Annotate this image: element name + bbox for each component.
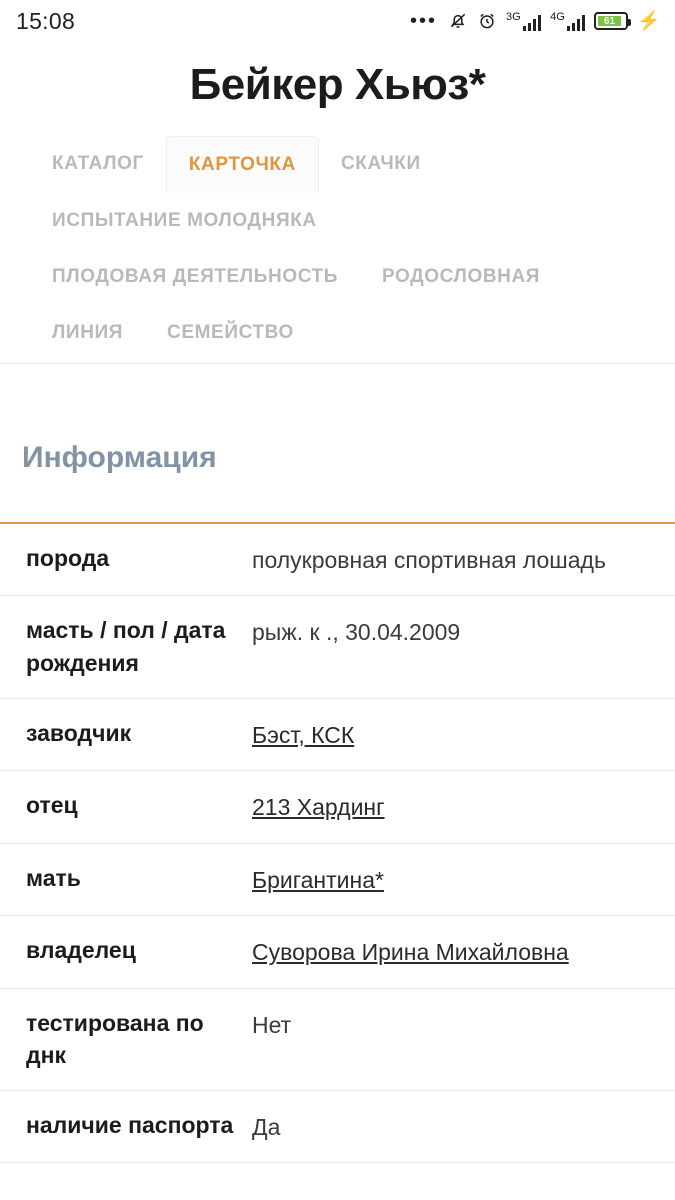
row-value [252,771,675,844]
overflow-dots-icon: ••• [409,10,437,32]
row-label: масть / пол / дата рождения [26,617,226,676]
network-4g-indicator [550,12,585,31]
row-label: наличие паспорта [26,1111,234,1138]
network-3g-label: 3G [505,10,521,23]
battery-level-label: 61 [598,16,620,26]
row-value: Нет [252,1011,292,1038]
tab-young-stock-trial[interactable]: ИСПЫТАНИЕ МОЛОДНЯКА [52,210,317,231]
status-icons [410,11,661,31]
row-value [252,843,675,916]
tab-breeding-activity[interactable]: ПЛОДОВАЯ ДЕЯТЕЛЬНОСТЬ [52,266,339,287]
tab-catalog[interactable]: КАТАЛОГ [52,153,144,174]
row-label: отец [26,792,78,819]
sire-link[interactable]: 213 Хардинг [252,794,385,821]
table-row [0,523,675,596]
row-value: Да [252,1113,281,1140]
row-label: тестирована по днк [26,1009,204,1069]
bell-muted-icon [448,11,468,31]
signal-bars-icon [567,14,586,31]
information-table [0,522,675,1164]
row-value: рыж. к ., 30.04.2009 [252,619,461,646]
table-row [0,596,675,698]
table-row [0,698,675,771]
table-row [0,988,675,1090]
tab-line[interactable]: ЛИНИЯ [52,322,124,343]
row-value [252,916,675,989]
table-row [0,1090,675,1163]
battery-icon [594,12,628,30]
status-clock: 15:08 [16,7,76,34]
signal-bars-icon [523,14,542,31]
page-title: Бейкер Хьюз* [189,60,486,109]
row-label: владелец [26,937,136,964]
network-4g-label: 4G [550,10,565,23]
alarm-clock-icon [477,11,497,31]
row-value [252,698,675,771]
row-label: заводчик [26,719,132,746]
tab-family[interactable]: СЕМЕЙСТВО [167,322,294,343]
section-title-information: Информация [22,440,217,474]
breeder-link[interactable]: Бэст, КСК [252,721,355,748]
tab-pedigree[interactable]: РОДОСЛОВНАЯ [382,266,541,287]
dam-link[interactable]: Бригантина* [252,866,384,893]
tab-bar [0,136,675,364]
lightning-bolt-icon: ⚡ [637,10,661,32]
row-value: полукровная спортивная лошадь [252,546,606,573]
status-bar [0,0,675,42]
tab-races[interactable]: СКАЧКИ [340,153,421,174]
row-label: порода [26,544,110,571]
network-3g-indicator [506,12,541,31]
table-row [0,916,675,989]
table-row [0,843,675,916]
tab-card[interactable]: КАРТОЧКА [166,136,319,193]
row-label: мать [26,864,81,891]
owner-link[interactable]: Суворова Ирина Михайловна [252,939,569,966]
table-row [0,771,675,844]
